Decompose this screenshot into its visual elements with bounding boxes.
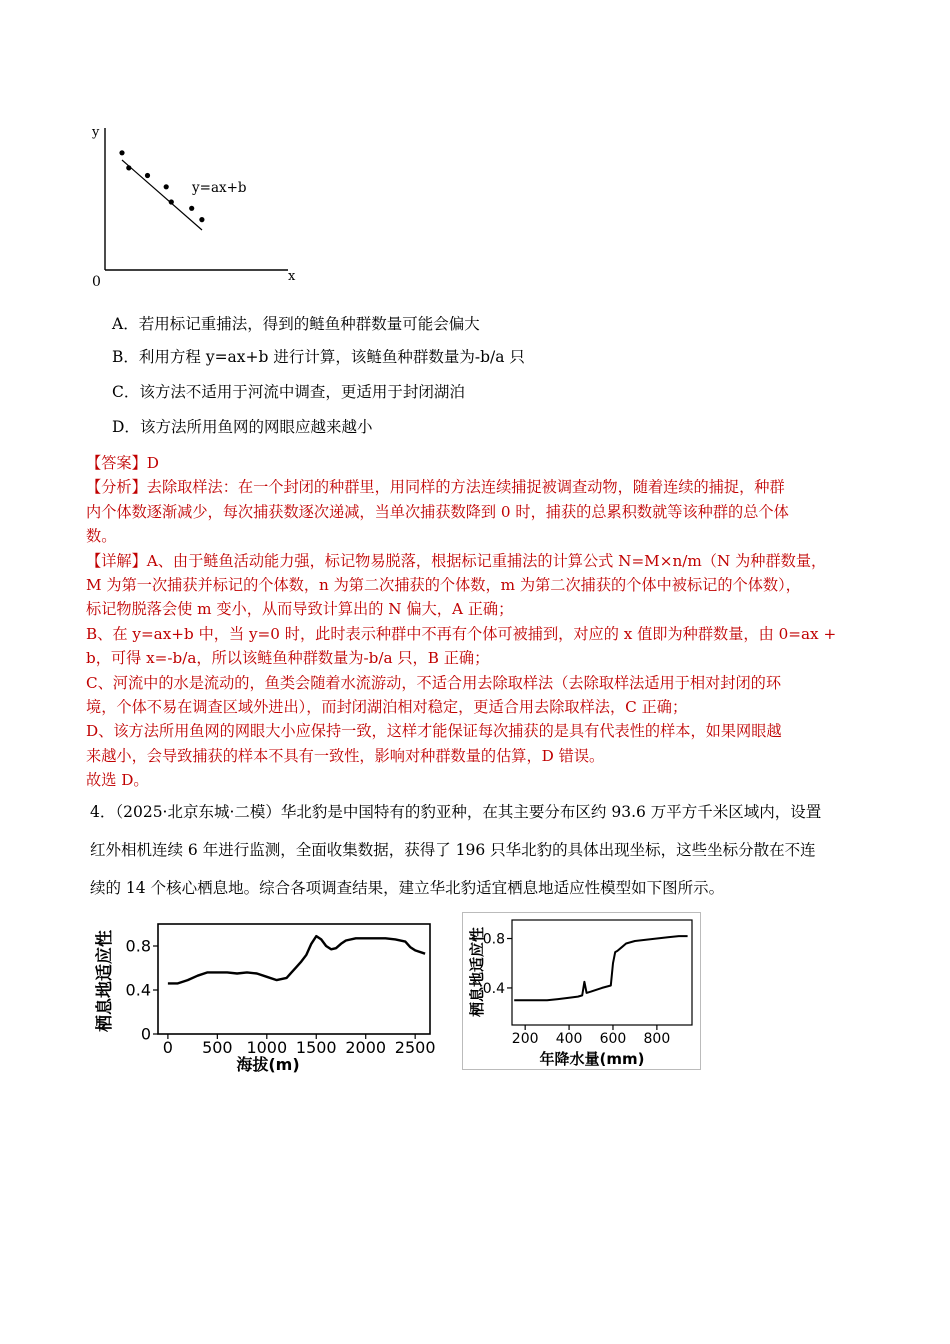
y-tick-label: 0.8 bbox=[482, 931, 505, 948]
option-letter: A． bbox=[112, 315, 139, 333]
x-tick-label: 200 bbox=[511, 1031, 539, 1047]
x-axis-label: 海拔(m) bbox=[236, 1055, 300, 1074]
detail-line: 境，个体不易在调查区域外进出），而封闭湖泊相对稳定，更适合用去除取样法，C 正确； bbox=[86, 698, 688, 717]
x-tick-label: 1500 bbox=[295, 1038, 337, 1057]
option-text: 利用方程 y=ax+b 进行计算，该鲢鱼种群数量为-b/a 只 bbox=[138, 348, 525, 366]
y-axis-label: 栖息地适应性 bbox=[468, 926, 486, 1018]
option-text: 该方法不适用于河流中调查，更适用于封闭湖泊 bbox=[139, 383, 465, 401]
scatter-point bbox=[145, 173, 150, 178]
option-text: 若用标记重捕法，得到的鲢鱼种群数量可能会偏大 bbox=[138, 315, 480, 333]
answer-line bbox=[86, 451, 876, 475]
option-b bbox=[112, 347, 525, 367]
question-4-line: 4．（2025·北京东城·二模）华北豹是中国特有的豹亚种，在其主要分布区约 93.6 万平方千米区域内，设置 bbox=[90, 803, 822, 821]
origin-label: 0 bbox=[92, 274, 101, 290]
analysis-line bbox=[86, 475, 876, 499]
x-tick-label: 0 bbox=[162, 1038, 173, 1057]
answer-value: D bbox=[146, 454, 159, 472]
equation-label: y=ax+b bbox=[192, 180, 247, 196]
scatter-point bbox=[189, 206, 194, 211]
precipitation-series-line bbox=[514, 936, 687, 1000]
option-letter: B． bbox=[112, 348, 139, 366]
plot-frame bbox=[512, 920, 692, 1025]
explanation-block bbox=[86, 451, 876, 793]
elevation-suitability-chart bbox=[88, 915, 438, 1077]
option-c bbox=[112, 382, 465, 402]
option-d bbox=[112, 417, 372, 437]
y-axis-label: 栖息地适应性 bbox=[95, 930, 115, 1032]
analysis-text: 去除取样法：在一个封闭的种群里，用同样的方法连续捕捉被调查动物，随着连续的捕捉，种群 bbox=[146, 478, 785, 497]
analysis-line: 数。 bbox=[86, 527, 117, 546]
option-letter: D． bbox=[112, 418, 140, 436]
analysis-tag: 【分析】 bbox=[86, 478, 147, 497]
analysis-line: 内个体数逐渐减少，每次捕获数逐次递减，当单次捕获数降到 0 时，捕获的总累积数就等该种群的总个体 bbox=[86, 502, 789, 521]
x-tick-label: 2500 bbox=[394, 1038, 436, 1057]
elevation-series-line bbox=[168, 936, 425, 983]
scatter-point bbox=[164, 184, 169, 189]
detail-line: 来越小，会导致捕获的样本不具有一致性，影响对种群数量的估算，D 错误。 bbox=[86, 746, 605, 765]
x-tick-label: 400 bbox=[555, 1031, 583, 1047]
scatter-point bbox=[119, 150, 124, 155]
y-tick-label: 0.4 bbox=[482, 980, 505, 997]
x-tick-label: 2000 bbox=[345, 1038, 387, 1057]
detail-tag: 【详解】 bbox=[86, 551, 147, 570]
answer-tag: 【答案】 bbox=[86, 454, 147, 472]
detail-line: M 为第一次捕获并标记的个体数，n 为第二次捕获的个体数，m 为第二次捕获的个体中被标记的个体数）， bbox=[86, 576, 801, 595]
precipitation-suitability-chart bbox=[462, 912, 702, 1072]
detail-line: b，可得 x=-b/a，所以该鲢鱼种群数量为-b/a 只，B 正确； bbox=[86, 649, 490, 668]
x-axis-label: 年降水量(mm) bbox=[539, 1050, 645, 1068]
scatter-point bbox=[126, 165, 131, 170]
scatter-point bbox=[199, 217, 204, 222]
y-axis-label: y bbox=[92, 125, 100, 140]
x-axis-label: x bbox=[288, 269, 296, 284]
y-tick-label: 0.4 bbox=[125, 980, 151, 1000]
question-4-line: 续的 14 个核心栖息地。综合各项调查结果，建立华北豹适宜栖息地适应性模型如下图所示。 bbox=[90, 879, 725, 897]
x-tick-label: 1000 bbox=[246, 1038, 288, 1057]
option-a bbox=[112, 314, 480, 334]
detail-line: 故选 D。 bbox=[86, 771, 149, 790]
y-tick-label: 0 bbox=[140, 1024, 151, 1044]
detail-line: 标记物脱落会使 m 变小，从而导致计算出的 N 偏大，A 正确； bbox=[86, 600, 514, 619]
option-text: 该方法所用鱼网的网眼应越来越小 bbox=[139, 418, 373, 436]
linear-fit-figure bbox=[88, 118, 310, 290]
detail-line bbox=[86, 549, 876, 573]
plot-frame bbox=[158, 924, 430, 1034]
detail-line: C、河流中的水是流动的，鱼类会随着水流游动，不适合用去除取样法（去除取样法适用于相对封闭的环 bbox=[86, 673, 782, 692]
scatter-point bbox=[169, 199, 174, 204]
detail-line: D、该方法所用鱼网的网眼大小应保持一致，这样才能保证每次捕获的是具有代表性的样本，如果网眼越 bbox=[86, 722, 782, 741]
fit-line bbox=[122, 160, 202, 230]
y-tick-label: 0.8 bbox=[125, 936, 151, 956]
x-tick-label: 800 bbox=[643, 1031, 671, 1047]
x-tick-label: 500 bbox=[202, 1038, 233, 1057]
question-4-line: 红外相机连续 6 年进行监测，全面收集数据，获得了 196 只华北豹的具体出现坐标，这些坐标分散在不连 bbox=[90, 841, 816, 859]
x-tick-label: 600 bbox=[599, 1031, 627, 1047]
detail-text: A、由于鲢鱼活动能力强，标记物易脱落，根据标记重捕法的计算公式 N=M×n/m（N 为种群数量， bbox=[146, 551, 827, 570]
option-letter: C． bbox=[112, 383, 140, 401]
detail-line: B、在 y=ax+b 中，当 y=0 时，此时表示种群中不再有个体可被捕到，对应的 x 值即为种群数量，由 0=ax + bbox=[86, 624, 837, 643]
